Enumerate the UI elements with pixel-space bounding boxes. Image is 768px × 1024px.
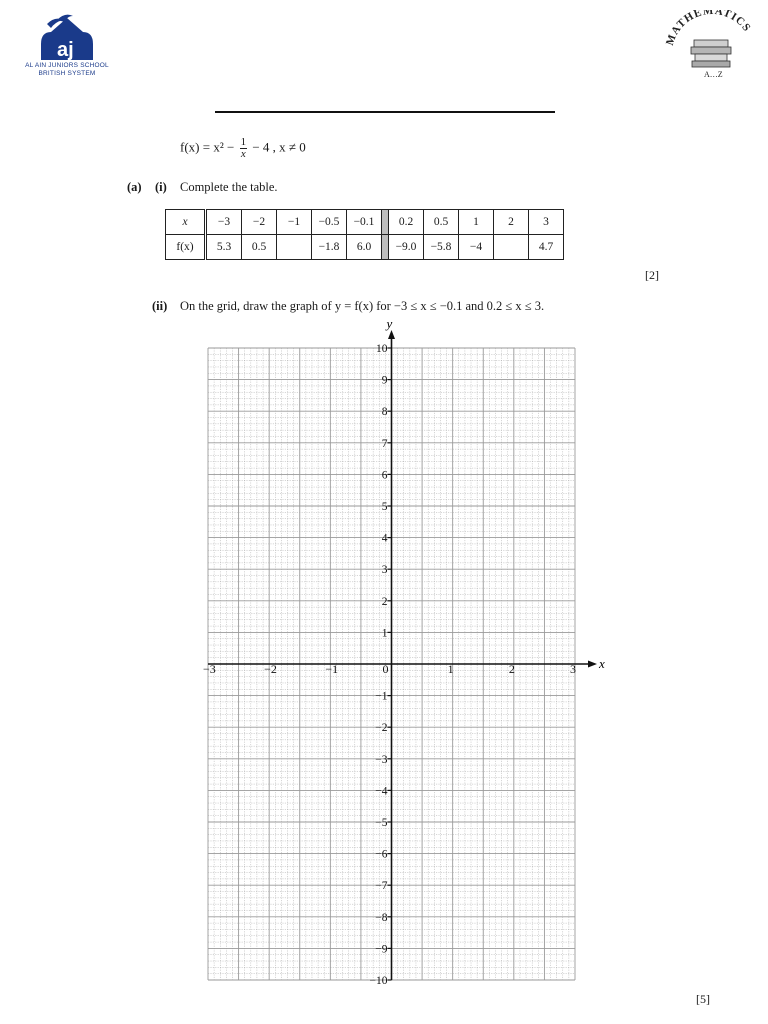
y-tick-label: 7	[381, 437, 388, 450]
books-icon	[664, 10, 758, 80]
y-tick-label: −8	[375, 911, 388, 924]
y-tick-label: −9	[375, 943, 388, 956]
table-cell-blank[interactable]	[494, 235, 529, 260]
part-aii-instruction: On the grid, draw the graph of y = f(x) for −3 ≤ x ≤ −0.1 and 0.2 ≤ x ≤ 3.	[180, 299, 545, 313]
y-tick-label: 4	[381, 532, 388, 545]
school-system: BRITISH SYSTEM	[38, 70, 96, 77]
table-header-x: x	[166, 210, 206, 235]
x-tick-label: −2	[264, 662, 277, 676]
table-gap	[382, 235, 389, 260]
marks-part-ai: [2]	[645, 268, 659, 282]
table-cell: 6.0	[347, 235, 382, 260]
table-cell: −0.1	[347, 210, 382, 235]
graph-grid[interactable]	[190, 318, 610, 990]
y-axis-arrow-icon	[388, 330, 395, 339]
y-tick-label: −3	[375, 753, 388, 766]
marks-part-aii: [5]	[696, 992, 710, 1006]
table-cell: 5.3	[206, 235, 242, 260]
x-tick-label: 1	[447, 662, 454, 676]
school-crest-icon	[37, 10, 97, 62]
function-definition	[180, 137, 306, 160]
y-tick-label: −7	[375, 880, 388, 893]
table-cell: 1	[459, 210, 494, 235]
table-cell: −1	[277, 210, 312, 235]
x-tick-label: −3	[203, 662, 216, 676]
formula-lhs: f(x) = x² −	[180, 139, 235, 155]
y-tick-label: −6	[375, 848, 388, 861]
table-cell: 0.5	[424, 210, 459, 235]
part-ai-label: (i)	[155, 180, 167, 194]
x-tick-label: 3	[570, 662, 576, 676]
table-cell: −5.8	[424, 235, 459, 260]
values-table	[165, 209, 564, 260]
table-cell: −2	[242, 210, 277, 235]
table-cell: 0.5	[242, 235, 277, 260]
part-ai-instruction: Complete the table.	[180, 180, 278, 194]
school-name: AL AIN JUNIORS SCHOOL	[25, 62, 109, 69]
header-rule	[215, 111, 555, 113]
table-cell-blank[interactable]	[277, 235, 312, 260]
logo-text: aj	[57, 39, 74, 61]
y-tick-label: −4	[375, 785, 388, 798]
y-tick-label: 3	[381, 564, 388, 577]
y-tick-label: −5	[375, 817, 388, 829]
x-tick-label: 0	[382, 662, 389, 676]
table-cell: 2	[494, 210, 529, 235]
y-tick-label: 5	[381, 501, 388, 513]
table-gap	[382, 210, 389, 235]
x-axis-label: x	[599, 656, 605, 671]
y-tick-label: 8	[381, 406, 388, 419]
y-tick-label: 2	[381, 595, 388, 608]
table-cell: −9.0	[389, 235, 424, 260]
y-tick-label: −10	[369, 975, 388, 987]
y-tick-label: 1	[381, 627, 388, 640]
y-tick-label: −2	[375, 722, 388, 735]
formula-rhs: − 4 , x ≠ 0	[252, 139, 306, 155]
table-cell: −3	[206, 210, 242, 235]
maths-logo-sub: A…Z	[704, 70, 723, 79]
x-axis-arrow-icon	[588, 661, 597, 668]
y-tick-label: −1	[375, 690, 388, 703]
y-tick-label: 9	[381, 374, 388, 387]
table-row-x	[166, 210, 564, 235]
x-tick-label: 2	[508, 662, 515, 676]
table-header-fx: f(x)	[166, 235, 206, 260]
y-tick-label: 10	[376, 343, 388, 355]
maths-logo	[664, 10, 758, 80]
part-a-label: (a)	[127, 180, 142, 194]
y-axis-label: y	[386, 318, 393, 331]
table-cell: −4	[459, 235, 494, 260]
table-cell: −0.5	[312, 210, 347, 235]
formula-fraction	[240, 137, 248, 160]
fraction-numerator: 1	[240, 136, 247, 148]
fraction-denominator: x	[240, 148, 246, 160]
y-tick-label: 6	[381, 469, 388, 482]
maths-logo-arc-text: MATHEMATICS	[664, 10, 754, 47]
table-cell: 3	[529, 210, 564, 235]
table-row-fx	[166, 235, 564, 260]
school-logo	[22, 10, 112, 88]
table-cell: 4.7	[529, 235, 564, 260]
x-tick-label: −1	[325, 662, 339, 676]
table-cell: −1.8	[312, 235, 347, 260]
part-aii-label: (ii)	[152, 299, 168, 313]
table-cell: 0.2	[389, 210, 424, 235]
